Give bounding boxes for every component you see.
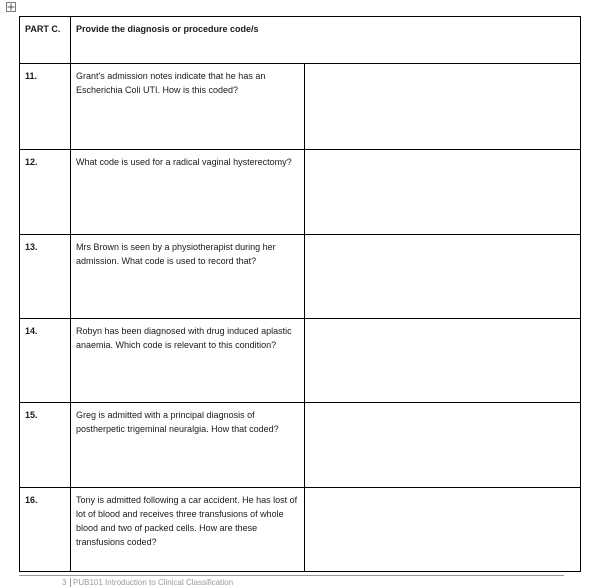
part-instruction: Provide the diagnosis or procedure code/s	[71, 17, 581, 64]
answer-cell[interactable]	[305, 235, 581, 319]
coding-questions-table	[19, 16, 581, 572]
table-row	[20, 150, 581, 235]
table-header-row	[20, 17, 581, 64]
question-text: Robyn has been diagnosed with drug induced aplastic anaemia. Which code is relevant to this condition?	[71, 319, 305, 403]
table-row	[20, 319, 581, 403]
answer-cell[interactable]	[305, 319, 581, 403]
question-number: 12.	[20, 150, 71, 235]
table-row	[20, 403, 581, 488]
question-number: 16.	[20, 488, 71, 572]
question-text: Grant's admission notes indicate that he has an Escherichia Coli UTI. How is this coded?	[71, 64, 305, 150]
question-number: 11.	[20, 64, 71, 150]
question-text: Tony is admitted following a car accident. He has lost of lot of blood and receives three transfusions of whole blood and two of packed cells. How are these transfusions coded?	[71, 488, 305, 572]
table-row	[20, 488, 581, 572]
answer-cell[interactable]	[305, 150, 581, 235]
footer-title: PUB101 Introduction to Clinical Classification	[73, 578, 234, 587]
table-move-handle-icon[interactable]	[6, 2, 16, 12]
question-text: What code is used for a radical vaginal hysterectomy?	[71, 150, 305, 235]
part-label: PART C.	[20, 17, 71, 64]
table-row	[20, 64, 581, 150]
page-number: 3	[62, 578, 71, 587]
question-text: Mrs Brown is seen by a physiotherapist during her admission. What code is used to record that?	[71, 235, 305, 319]
question-number: 15.	[20, 403, 71, 488]
question-text: Greg is admitted with a principal diagnosis of postherpetic trigeminal neuralgia. How that coded?	[71, 403, 305, 488]
answer-cell[interactable]	[305, 64, 581, 150]
question-number: 13.	[20, 235, 71, 319]
table-row	[20, 235, 581, 319]
answer-cell[interactable]	[305, 488, 581, 572]
question-number: 14.	[20, 319, 71, 403]
answer-cell[interactable]	[305, 403, 581, 488]
